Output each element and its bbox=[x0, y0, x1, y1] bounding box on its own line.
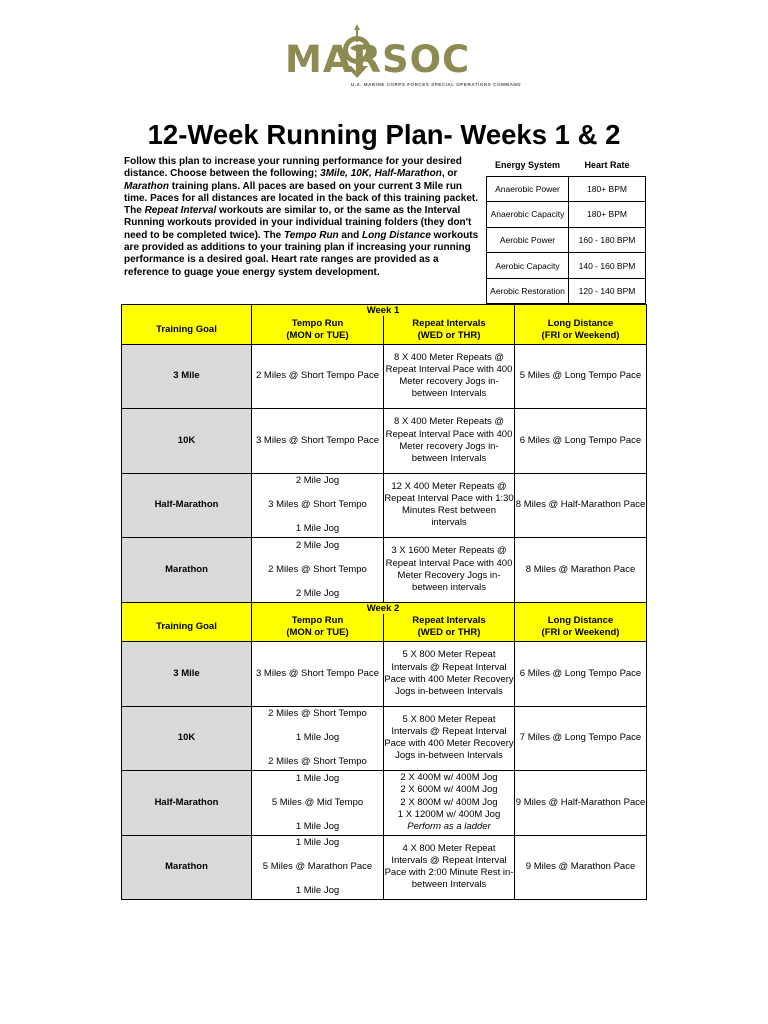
energy-header-heart-rate: Heart Rate bbox=[584, 160, 630, 171]
goal-cell: 10K bbox=[122, 409, 252, 474]
energy-row bbox=[487, 253, 646, 279]
intro-repeat-interval: Repeat Interval bbox=[144, 205, 217, 217]
marsoc-logo bbox=[285, 22, 522, 87]
long-cell: 5 Miles @ Long Tempo Pace bbox=[515, 344, 647, 409]
energy-system-cell: Anaerobic Capacity bbox=[487, 202, 569, 228]
long-cell: 8 Miles @ Half-Marathon Pace bbox=[515, 473, 647, 538]
energy-system-cell: Aerobic Capacity bbox=[487, 253, 569, 279]
energy-row bbox=[487, 278, 646, 304]
table-row bbox=[122, 344, 647, 409]
repeat-cell: 8 X 400 Meter Repeats @ Repeat Interval Pace with 400 Meter recovery Jogs in-between Intervals bbox=[384, 409, 515, 474]
energy-system-cell: Aerobic Restoration bbox=[487, 278, 569, 304]
week-2-label-row bbox=[122, 602, 647, 614]
intro-text-4: workouts are similar to, or the same as the Interval Running workouts provided in your individual training folders (they don't need to be completed twice). The bbox=[124, 205, 472, 241]
tempo-cell: 2 Miles @ Short Tempo Pace bbox=[252, 344, 384, 409]
long-cell: 9 Miles @ Marathon Pace bbox=[515, 835, 647, 900]
repeat-cell: 4 X 800 Meter Repeat Intervals @ Repeat Interval Pace with 2:00 Minute Rest in-between Intervals bbox=[384, 835, 515, 900]
tempo-cell: 3 Miles @ Short Tempo Pace bbox=[252, 642, 384, 707]
training-plan-table bbox=[121, 304, 647, 900]
energy-row bbox=[487, 202, 646, 228]
table-row bbox=[122, 706, 647, 771]
week-1-label-row bbox=[122, 305, 647, 317]
logo-wordmark: MARSOC bbox=[285, 38, 471, 81]
table-row bbox=[122, 538, 647, 603]
heart-rate-cell: 120 - 140 BPM bbox=[569, 278, 646, 304]
header-tempo-run: Tempo Run (MON or TUE) bbox=[252, 316, 384, 344]
long-cell: 9 Miles @ Half-Marathon Pace bbox=[515, 771, 647, 836]
table-row bbox=[122, 642, 647, 707]
week-1-header-row bbox=[122, 316, 647, 344]
long-cell: 6 Miles @ Long Tempo Pace bbox=[515, 642, 647, 707]
tempo-cell: 1 Mile Jog 5 Miles @ Mid Tempo 1 Mile Jog bbox=[252, 771, 384, 836]
repeat-cell: 3 X 1600 Meter Repeats @ Repeat Interval Pace with 400 Meter Recovery Jogs in-between intervals bbox=[384, 538, 515, 603]
week-2-header-row bbox=[122, 614, 647, 642]
goal-cell: Marathon bbox=[122, 538, 252, 603]
energy-row bbox=[487, 176, 646, 202]
intro-text-6: workouts are provided as additions to your training plan if increasing your running performance is a desired goal. Heart rate ranges are provided as a reference to guage youe energy system development. bbox=[124, 229, 479, 278]
repeat-cell: 12 X 400 Meter Repeats @ Repeat Interval Pace with 1:30 Minutes Rest between intervals bbox=[384, 473, 515, 538]
intro-text-3: training plans. All paces are based on your current 3 Mile run time. Paces for all distances are located in the back of this training packet. The bbox=[124, 180, 479, 217]
goal-cell: Marathon bbox=[122, 835, 252, 900]
tempo-cell: 2 Mile Jog 2 Miles @ Short Tempo 2 Mile Jog bbox=[252, 538, 384, 603]
long-cell: 6 Miles @ Long Tempo Pace bbox=[515, 409, 647, 474]
long-cell: 7 Miles @ Long Tempo Pace bbox=[515, 706, 647, 771]
energy-system-cell: Anaerobic Power bbox=[487, 176, 569, 202]
header-training-goal: Training Goal bbox=[122, 614, 252, 642]
energy-system-cell: Aerobic Power bbox=[487, 227, 569, 253]
header-repeat-intervals: Repeat Intervals (WED or THR) bbox=[384, 614, 515, 642]
header-repeat-intervals: Repeat Intervals (WED or THR) bbox=[384, 316, 515, 344]
header-tempo-run: Tempo Run (MON or TUE) bbox=[252, 614, 384, 642]
goal-cell: Half-Marathon bbox=[122, 771, 252, 836]
ladder-note: Perform as a ladder bbox=[407, 821, 491, 833]
intro-options: 3Mile, 10K, Half-Marathon bbox=[320, 168, 442, 180]
intro-paragraph bbox=[124, 156, 484, 279]
page-title: 12-Week Running Plan- Weeks 1 & 2 bbox=[147, 119, 621, 150]
table-row bbox=[122, 835, 647, 900]
header-long-distance: Long Distance (FRI or Weekend) bbox=[515, 614, 647, 642]
heart-rate-cell: 180+ BPM bbox=[569, 202, 646, 228]
intro-text-2: , or bbox=[441, 168, 458, 180]
goal-cell: 3 Mile bbox=[122, 344, 252, 409]
tempo-cell: 1 Mile Jog 5 Miles @ Marathon Pace 1 Mile Jog bbox=[252, 835, 384, 900]
table-row bbox=[122, 473, 647, 538]
week-1-label: Week 1 bbox=[252, 305, 515, 317]
repeat-cell: 5 X 800 Meter Repeat Intervals @ Repeat Interval Pace with 400 Meter Recovery Jogs in-between Intervals bbox=[384, 706, 515, 771]
header-training-goal: Training Goal bbox=[122, 316, 252, 344]
heart-rate-cell: 140 - 160 BPM bbox=[569, 253, 646, 279]
intro-tempo-run: Tempo Run bbox=[284, 229, 339, 241]
energy-row bbox=[487, 227, 646, 253]
repeat-cell: 2 X 400M w/ 400M Jog 2 X 600M w/ 400M Jog 2 X 800M w/ 400M Jog 1 X 1200M w/ 400M Jog Perform as a ladder bbox=[384, 771, 515, 836]
intro-text-1: Follow this plan to increase your running performance for your desired distance. Choose between the following; bbox=[124, 156, 462, 180]
week-2-label: Week 2 bbox=[252, 602, 515, 614]
goal-cell: Half-Marathon bbox=[122, 473, 252, 538]
repeat-cell: 5 X 800 Meter Repeat Intervals @ Repeat Interval Pace with 400 Meter Recovery Jogs in-between Intervals bbox=[384, 642, 515, 707]
goal-cell: 10K bbox=[122, 706, 252, 771]
energy-header-system: Energy System bbox=[494, 160, 561, 171]
logo-subtitle: U.S. MARINE CORPS FORCES SPECIAL OPERATIONS COMMAND bbox=[351, 82, 522, 87]
table-row bbox=[122, 409, 647, 474]
intro-text-5: and bbox=[338, 229, 362, 241]
energy-system-table bbox=[486, 160, 646, 304]
intro-long-distance: Long Distance bbox=[362, 229, 431, 241]
long-cell: 8 Miles @ Marathon Pace bbox=[515, 538, 647, 603]
repeat-cell: 8 X 400 Meter Repeats @ Repeat Interval Pace with 400 Meter recovery Jogs in-between Intervals bbox=[384, 344, 515, 409]
tempo-cell: 3 Miles @ Short Tempo Pace bbox=[252, 409, 384, 474]
header-long-distance: Long Distance (FRI or Weekend) bbox=[515, 316, 647, 344]
heart-rate-cell: 180+ BPM bbox=[569, 176, 646, 202]
heart-rate-cell: 160 - 180 BPM bbox=[569, 227, 646, 253]
tempo-cell: 2 Mile Jog 3 Miles @ Short Tempo 1 Mile Jog bbox=[252, 473, 384, 538]
intro-marathon: Marathon bbox=[124, 180, 169, 192]
goal-cell: 3 Mile bbox=[122, 642, 252, 707]
table-row bbox=[122, 771, 647, 836]
tempo-cell: 2 Miles @ Short Tempo 1 Mile Jog 2 Miles @ Short Tempo bbox=[252, 706, 384, 771]
